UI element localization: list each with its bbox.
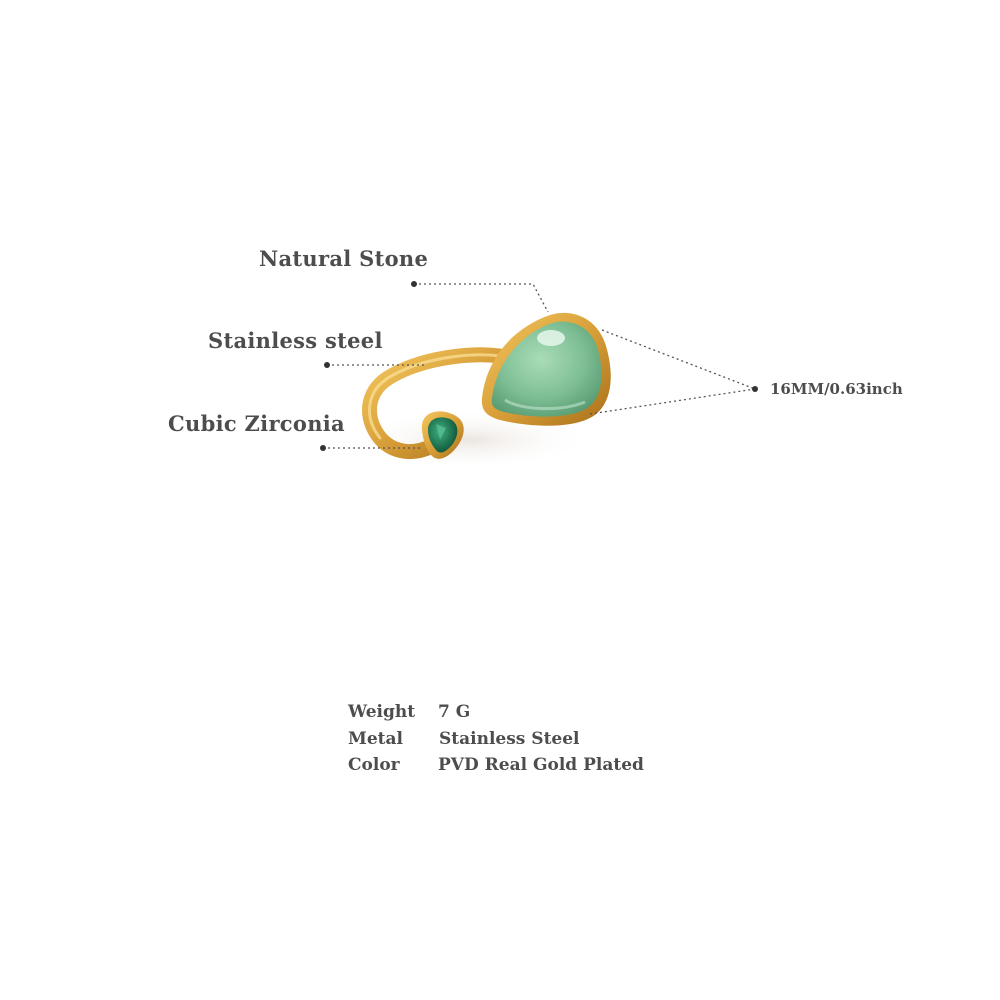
callout-cubic-zirconia: Cubic Zirconia (168, 411, 345, 436)
callout-natural-stone: Natural Stone (259, 246, 429, 271)
spec-value: Stainless Steel (439, 728, 580, 749)
spec-key: Weight (348, 702, 416, 722)
callout-line-size-top (602, 330, 755, 389)
spec-value: 7 G (438, 702, 471, 722)
spec-key: Metal (348, 728, 403, 749)
callout-line-natural-stone (414, 284, 548, 312)
callout-size: 16MM/0.63inch (770, 380, 903, 398)
natural-stone (482, 313, 611, 426)
spec-value: PVD Real Gold Plated (438, 755, 644, 775)
callout-line-size-bottom (590, 389, 755, 414)
callout-stainless-steel: Stainless steel (208, 328, 383, 353)
spec-key: Color (348, 755, 400, 775)
